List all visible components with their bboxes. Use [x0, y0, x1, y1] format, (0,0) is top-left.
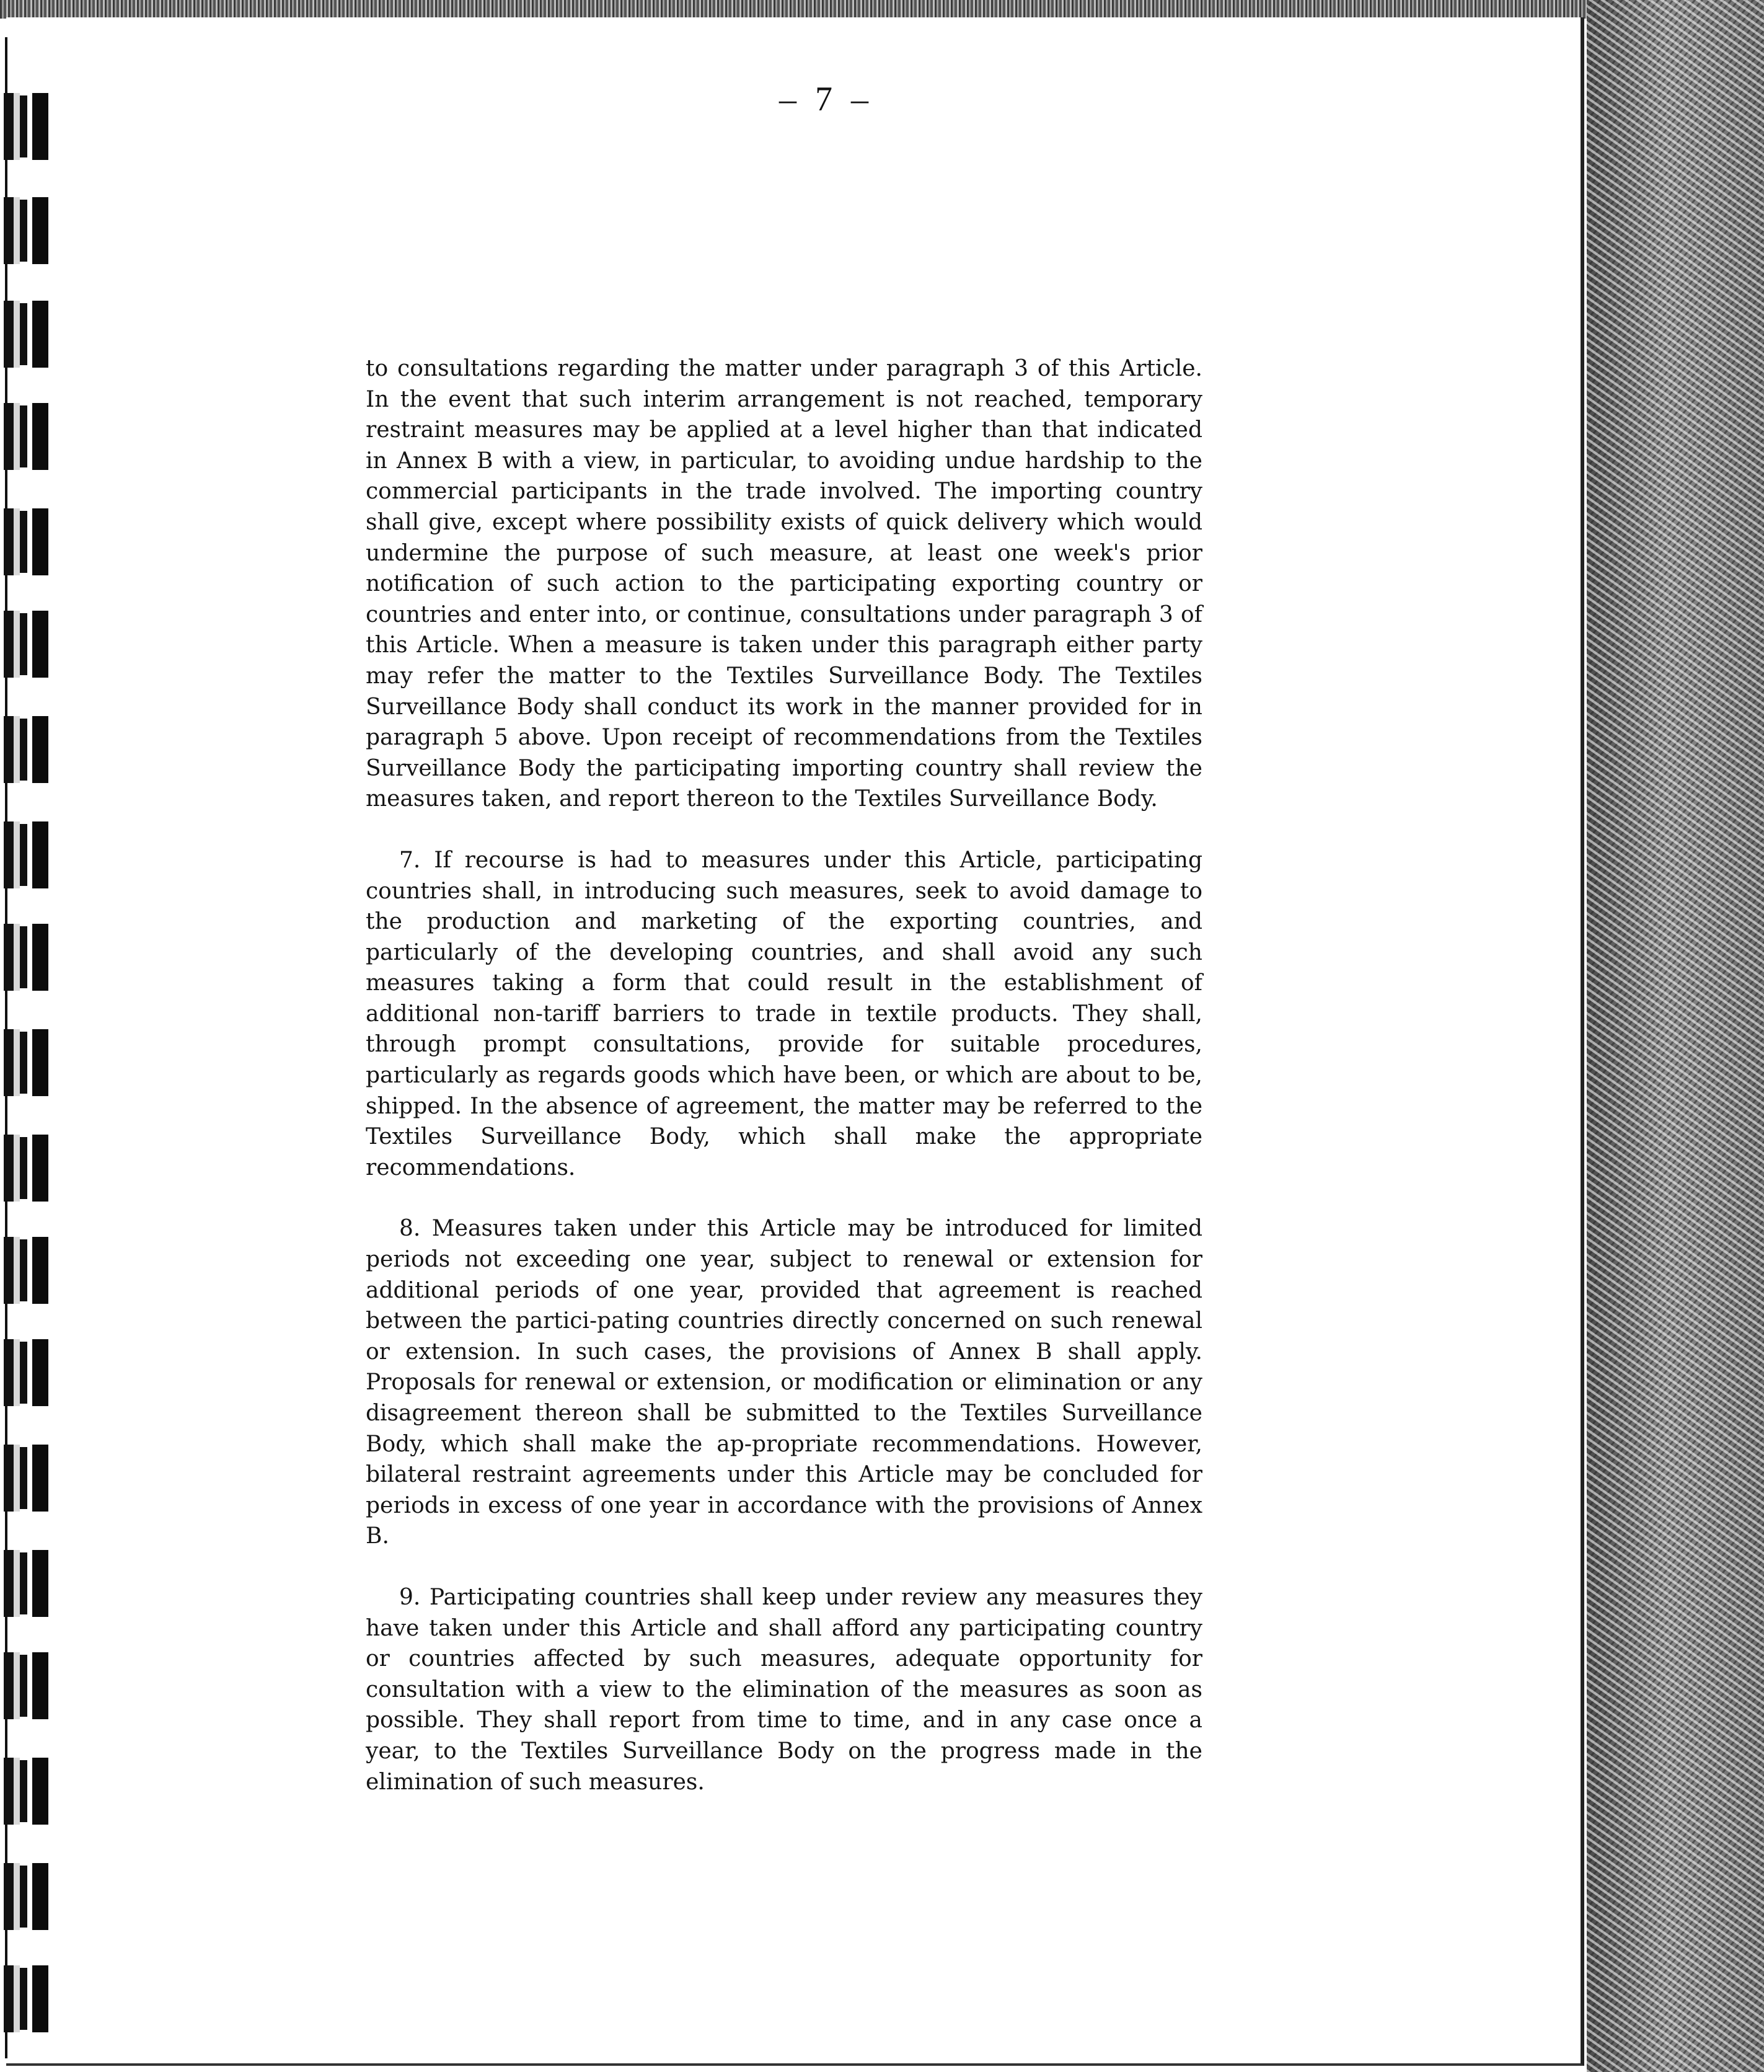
binding-coil	[4, 1237, 50, 1304]
spiral-binding	[0, 0, 74, 2072]
binding-coil	[4, 1965, 50, 2032]
binding-coil	[4, 1758, 50, 1825]
binding-coil	[4, 301, 50, 368]
binding-coil	[4, 1029, 50, 1096]
scan-background-right	[1587, 0, 1764, 2072]
binding-coil	[4, 716, 50, 783]
binding-coil	[4, 403, 50, 470]
binding-coil	[4, 611, 50, 678]
binding-coil	[4, 1445, 50, 1512]
binding-coil	[4, 1339, 50, 1406]
binding-coil	[4, 1863, 50, 1930]
page-number: – 7 –	[779, 80, 873, 118]
binding-coil	[4, 1652, 50, 1719]
binding-coil	[4, 508, 50, 575]
paragraph-8: 8. Measures taken under this Article may be introduced for limited periods not exceeding one year, subject to renewal or extension for additional periods of one year, provided that agreement is reached between the partici-pating countries directly concerned on such renewal or extension. In such cases, the provisions of Annex B shall apply. Proposals for renewal or extension, or modification or elimination or any disagreement thereon shall be submitted to the Textiles Surveillance Body, which shall make the ap-propriate recommendations. However, bilateral restraint agreements under this Article may be concluded for periods in excess of one year in accordance with the provisions of Annex B.	[366, 1216, 1202, 1549]
paragraph-7: 7. If recourse is had to measures under this Article, participating countries shall, in introducing such measures, seek to avoid damage to the production and marketing of the exporting countries, and particularly of the developing countries, and shall avoid any such measures taking a form that could result in the establishment of additional non-tariff barriers to trade in textile products. They shall, through prompt consultations, provide for suitable procedures, particularly as regards goods which have been, or which are about to be, shipped. In the absence of agreement, the matter may be referred to the Textiles Surveillance Body, which shall make the appropriate recommendations.	[366, 847, 1202, 1180]
binding-coil	[4, 924, 50, 991]
body-text	[366, 353, 1202, 1828]
scan-top-edge	[0, 0, 1764, 19]
binding-coil	[4, 821, 50, 888]
binding-coil	[4, 1550, 50, 1617]
paragraph-9: 9. Participating countries shall keep under review any measures they have taken under this Article and shall afford any participating country or countries affected by such measures, adequate opportunity for consultation with a view to the elimination of the measures as soon as possible. They shall report from time to time, and in any case once a year, to the Textiles Surveillance Body on the progress made in the elimination of such measures.	[366, 1584, 1202, 1795]
binding-coil	[4, 1135, 50, 1202]
binding-coil	[4, 197, 50, 264]
paragraph-continuation: to consultations regarding the matter under paragraph 3 of this Article. In the event that such interim arrangement is not reached, temporary restraint measures may be applied at a level higher than that indicated in Annex B with a view, in particular, to avoiding undue hardship to the commercial participants in the trade involved. The importing country shall give, except where possibility exists of quick delivery which would undermine the purpose of such measure, at least one week's prior notification of such action to the participating exporting country or countries and enter into, or continue, consultations under paragraph 3 of this Article. When a measure is taken under this paragraph either party may refer the matter to the Textiles Surveillance Body. The Textiles Surveillance Body shall conduct its work in the manner provided for in paragraph 5 above. Upon receipt of recommendations from the Textiles Surveillance Body the participating importing country shall review the measures taken, and report thereon to the Textiles Surveillance Body.	[366, 356, 1202, 812]
